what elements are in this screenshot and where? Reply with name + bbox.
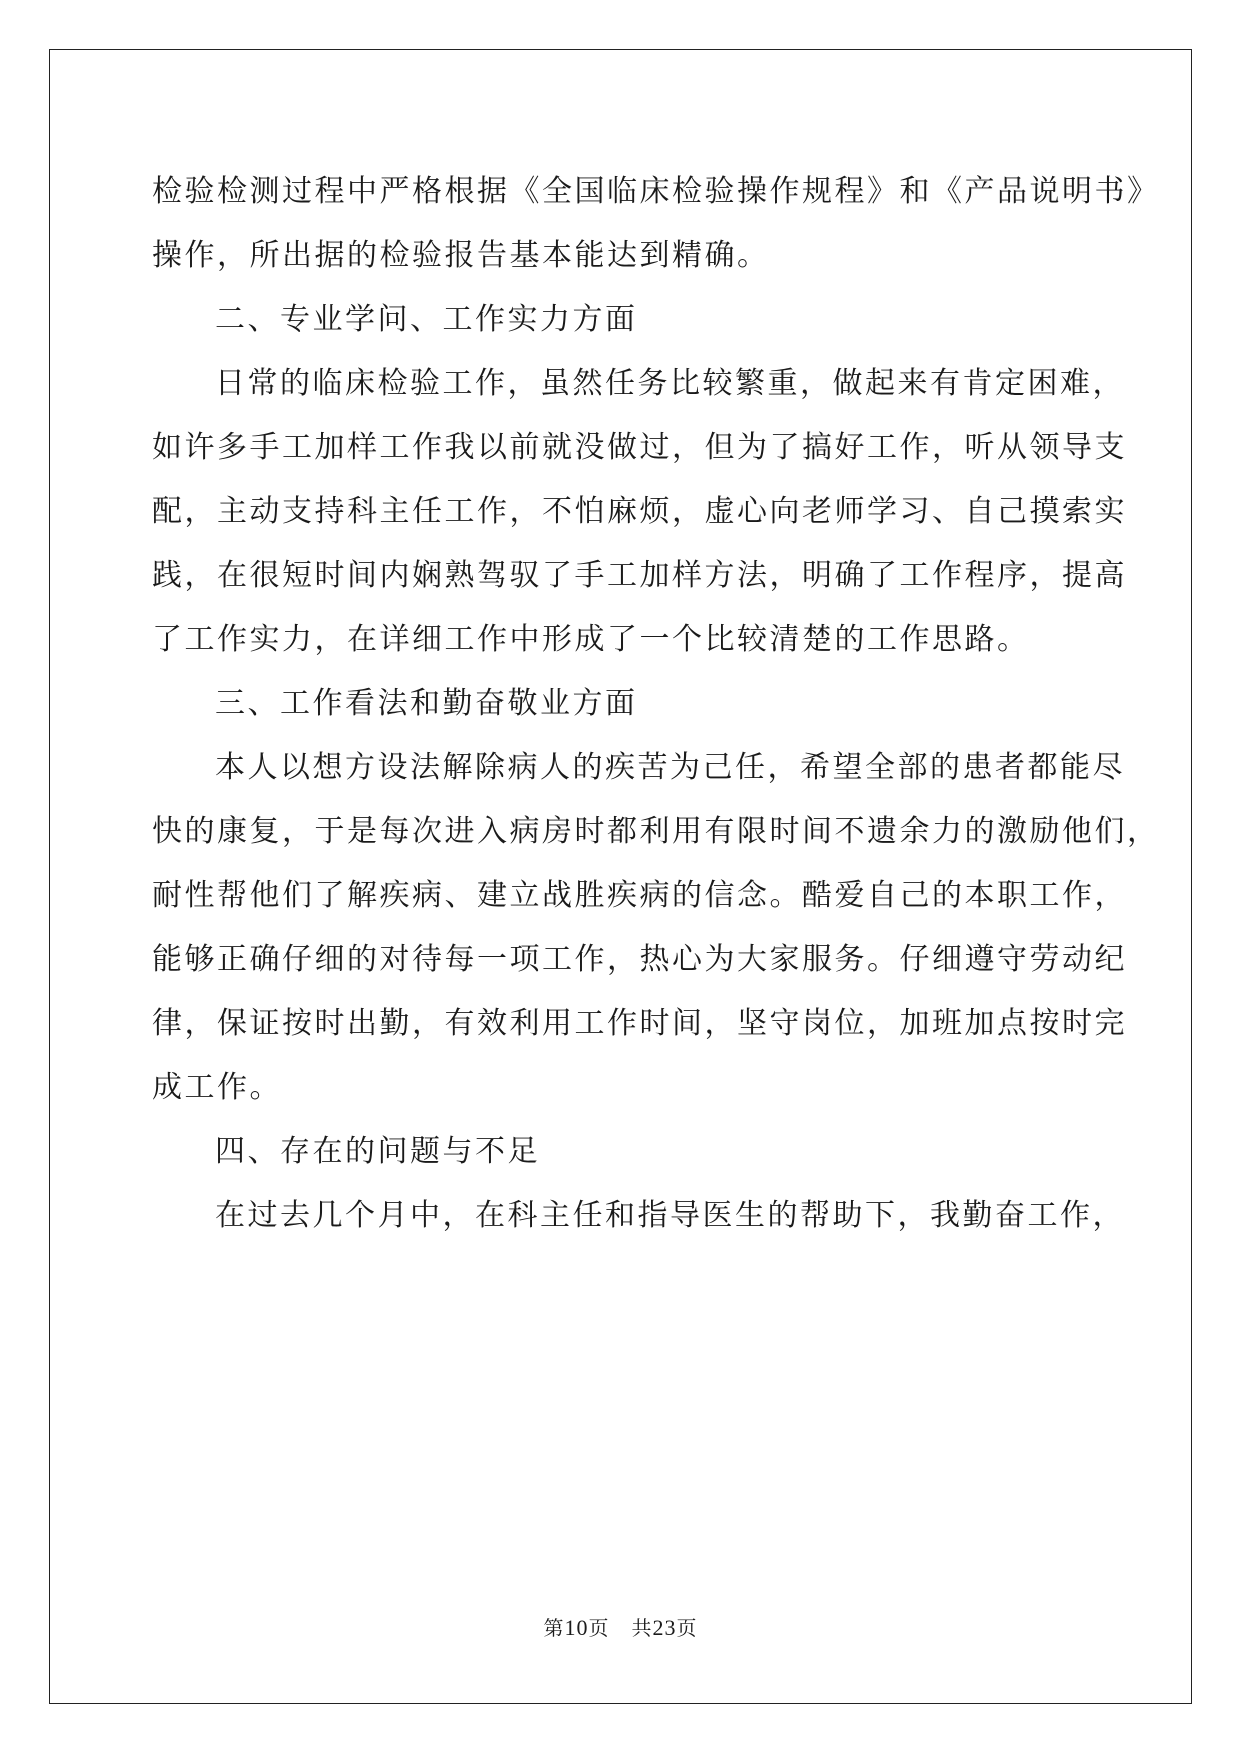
section-heading: 二、专业学问、工作实力方面: [215, 302, 638, 337]
total-prefix: 共: [631, 1616, 653, 1640]
total-pages: 23: [652, 1615, 677, 1640]
document-body: [152, 160, 1160, 1248]
text-line: 检验检测过程中严格根据《全国临床检验操作规程》和《产品说明书》: [152, 174, 1160, 209]
page-footer: [0, 1612, 1241, 1641]
text-line: 配，主动支持科主任工作，不怕麻烦，虚心向老师学习、自己摸索实: [152, 494, 1127, 529]
text-line: 快的康复，于是每次进入病房时都利用有限时间不遗余力的激励他们，: [152, 814, 1160, 849]
text-line: 能够正确仔细的对待每一项工作，热心为大家服务。仔细遵守劳动纪: [152, 942, 1127, 977]
page-prefix: 第: [543, 1616, 565, 1640]
text-line: 成工作。: [152, 1070, 282, 1105]
text-line: 日常的临床检验工作，虽然任务比较繁重，做起来有肯定困难，: [215, 366, 1125, 401]
text-line: 本人以想方设法解除病人的疾苦为己任，希望全部的患者都能尽: [215, 750, 1125, 785]
section-heading: 三、工作看法和勤奋敬业方面: [215, 686, 638, 721]
text-line: 了工作实力，在详细工作中形成了一个比较清楚的工作思路。: [152, 622, 1030, 657]
text-line: 操作，所出据的检验报告基本能达到精确。: [152, 238, 770, 273]
page-suffix: 页: [588, 1616, 610, 1640]
text-line: 律，保证按时出勤，有效利用工作时间，坚守岗位，加班加点按时完: [152, 1006, 1127, 1041]
page-number: 10: [564, 1615, 589, 1640]
section-heading: 四、存在的问题与不足: [215, 1134, 540, 1169]
text-line: 践，在很短时间内娴熟驾驭了手工加样方法，明确了工作程序，提高: [152, 558, 1127, 593]
total-suffix: 页: [676, 1616, 698, 1640]
text-line: 如许多手工加样工作我以前就没做过，但为了搞好工作，听从领导支: [152, 430, 1127, 465]
text-line: 在过去几个月中，在科主任和指导医生的帮助下，我勤奋工作，: [215, 1198, 1125, 1233]
text-line: 耐性帮他们了解疾病、建立战胜疾病的信念。酷爱自己的本职工作，: [152, 878, 1127, 913]
